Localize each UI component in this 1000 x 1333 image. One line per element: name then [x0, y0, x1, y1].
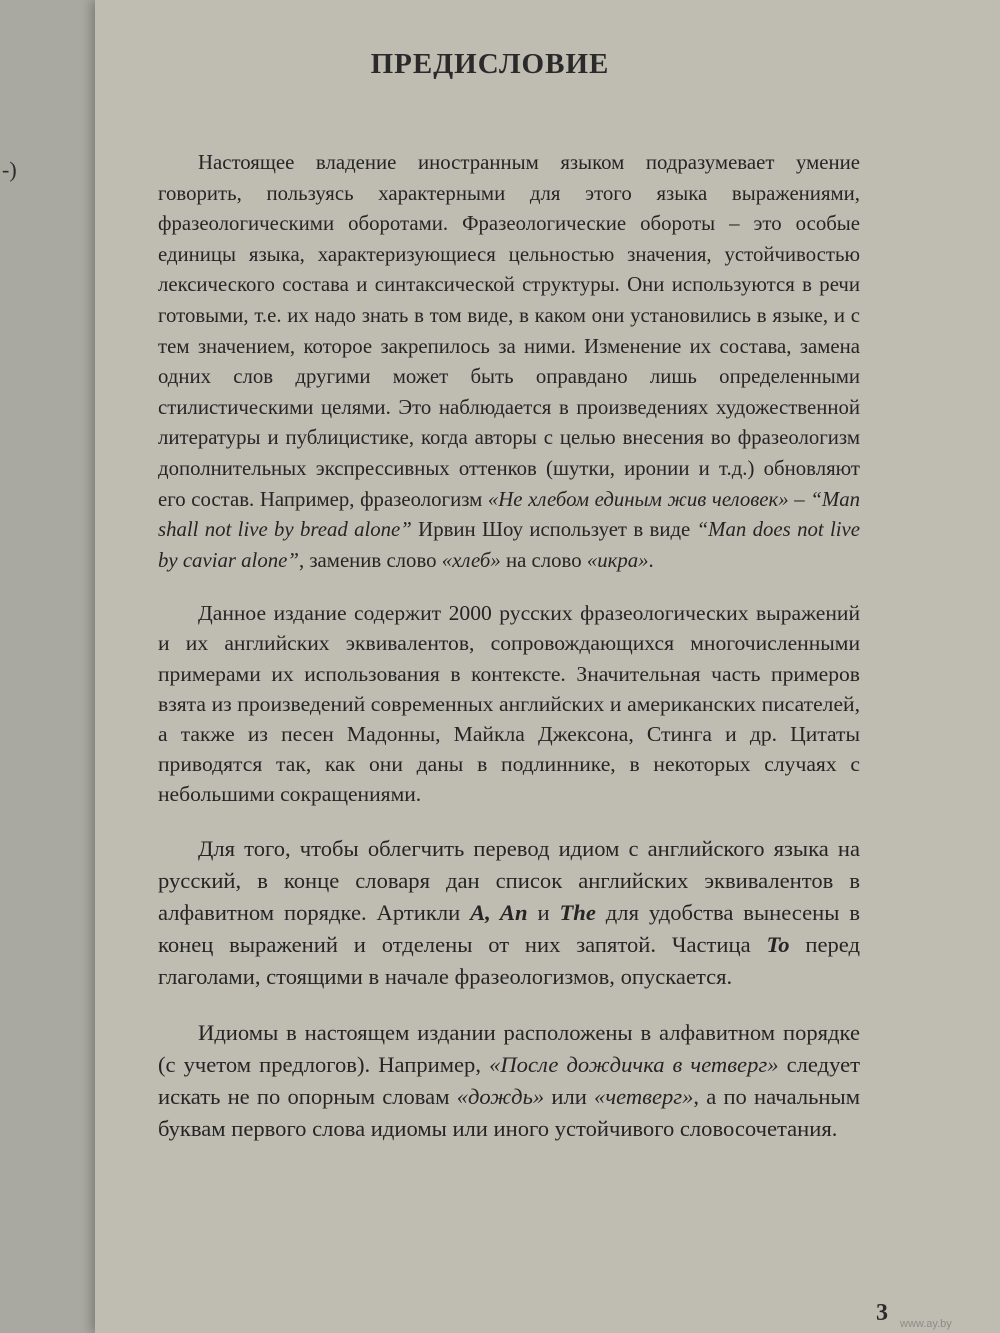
body-text — [158, 148, 860, 1145]
page-number: 3 — [876, 1300, 888, 1326]
p4-text-d: , а по начальным буквам первого слова идиомы или иного устойчивого словосочетания. — [158, 1083, 860, 1141]
p3-bold-to: To — [766, 931, 790, 957]
p3-text-a: Для того, чтобы облегчить перевод идиом с английского языка на русский, в конце словаря дан список английских эквивалентов в алфавитном порядке. Артикли — [158, 835, 860, 925]
p3-text-c: для удобства вынесены в конец выражений и отделены от них запятой. Частица — [158, 899, 860, 957]
p1-italic-2: “Man shall not live by bread alone” — [158, 487, 860, 542]
paragraph-4 — [158, 1017, 860, 1145]
p1-italic-4: «хлеб» — [441, 548, 501, 572]
adjacent-page-fragment: -) — [2, 157, 17, 182]
p1-text-d: , заменив слово — [298, 548, 442, 572]
p4-text-c: или — [544, 1083, 595, 1109]
p3-bold-the: The — [559, 899, 596, 925]
paragraph-1 — [158, 148, 860, 576]
paragraph-3 — [158, 833, 860, 993]
p3-text-d: перед глаголами, стоящими в начале фразеологизмов, опускается. — [158, 931, 860, 989]
p1-text-b: – — [788, 487, 811, 511]
p1-italic-3: “Man does not live by caviar alone” — [158, 518, 860, 572]
p3-bold-articles: A, An — [470, 899, 528, 925]
p3-text-b: и — [527, 899, 560, 925]
adjacent-page — [0, 0, 95, 1333]
watermark: www.ay.by — [900, 1318, 952, 1330]
p1-text-e: на слово — [500, 548, 587, 572]
p1-text-c: Ирвин Шоу использует в виде — [411, 518, 697, 542]
p4-italic-1: «После дождичка в четверг» — [489, 1051, 779, 1077]
p1-text-a: Настоящее владение иностранным языком подразумевает умение говорить, пользуясь характерными для этого языка выражениями, фразеологическими оборотами. Фразеологические обороты – это особые единицы языка, характеризующиеся цельностью значения, устойчивостью лексического состава и синтаксической структуры. Они используются в речи готовыми, т.е. их надо знать в том виде, в каком они установились в языке, и с тем значением, которое закрепилось за ними. Изменение их состава, замена одних слов другими может быть оправдано лишь определенными стилистическими целями. Это наблюдается в произведениях художественной литературы и публицистике, когда авторы с целью внесения во фразеологизм дополнительных экспрессивных оттенков (шутки, иронии и т.д.) обновляют его состав. Например, фразеологизм — [158, 151, 860, 511]
p4-text-a: Идиомы в настоящем издании расположены в алфавитном порядке (с учетом предлогов). Например, — [158, 1019, 860, 1077]
p4-italic-2: «дождь» — [456, 1083, 545, 1109]
p4-italic-3: «четверг» — [594, 1083, 694, 1109]
page-title: ПРЕДИСЛОВИЕ — [370, 48, 610, 80]
p1-text-f: . — [648, 548, 654, 572]
p1-italic-1: «Не хлебом единым жив человек» — [487, 487, 789, 511]
paragraph-2: Данное издание содержит 2000 русских фразеологических выражений и их английских эквивалентов, сопровождающихся многочисленными примерами их использования в контексте. Значительная часть примеров взята из произведений современных английских и американских писателей, а также из песен Мадонны, Майкла Джексона, Стинга и др. Цитаты приводятся так, как они даны в подлиннике, в некоторых случаях с небольшими сокращениями. — [158, 601, 860, 806]
p1-italic-5: «икра» — [586, 548, 649, 572]
p4-text-b: следует искать не по опорным словам — [158, 1051, 860, 1109]
